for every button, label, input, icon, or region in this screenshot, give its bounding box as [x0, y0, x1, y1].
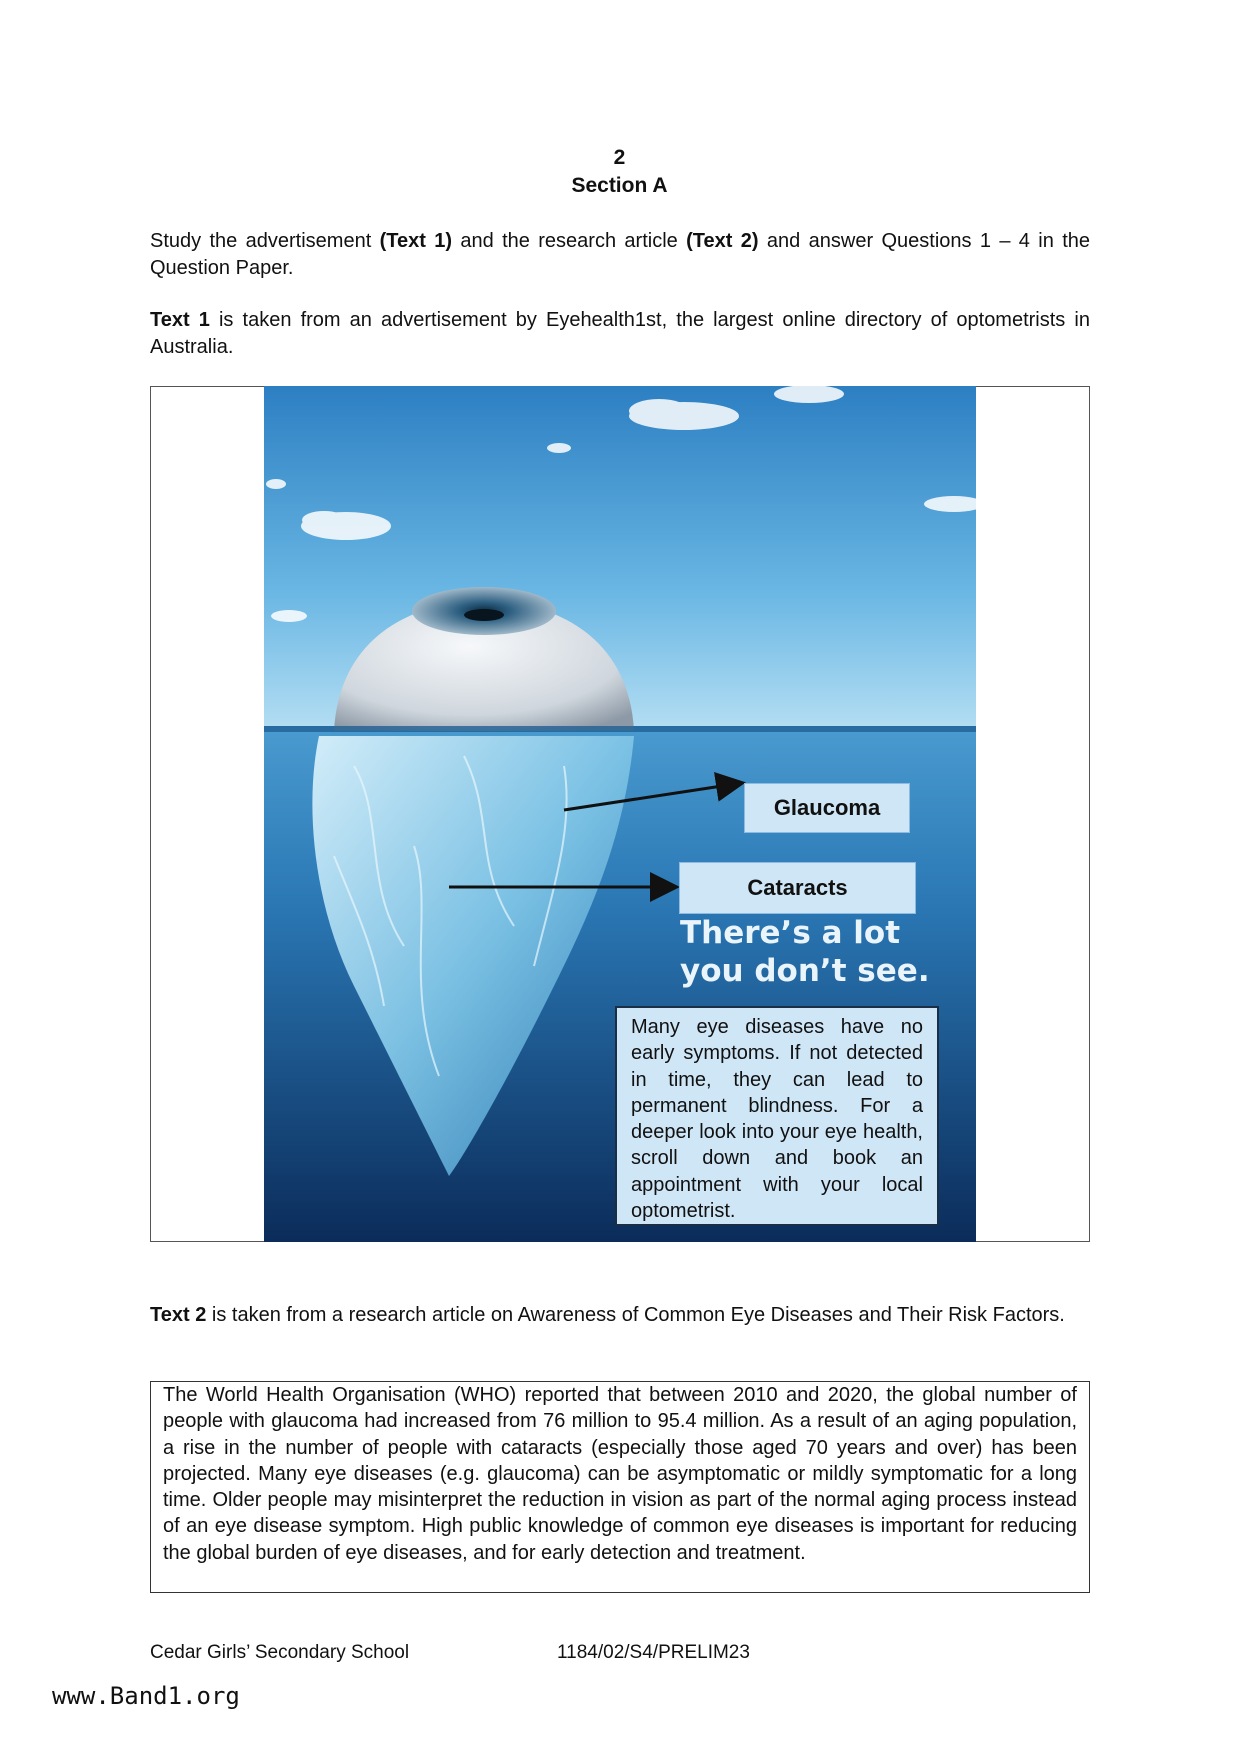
footer-school-name: Cedar Girls’ Secondary School	[150, 1642, 410, 1663]
slogan-line-1: There’s a lot	[680, 915, 901, 951]
cataracts-label: Cataracts	[679, 862, 916, 914]
slogan-line-2: you don’t see.	[680, 953, 930, 989]
page-number: 2	[613, 146, 626, 169]
glaucoma-label: Glaucoma	[744, 783, 910, 833]
instructions-paragraph: Study the advertisement (Text 1) and the research article (Text 2) and answer Questions 1 – 4 in the Question Paper.	[150, 230, 1091, 279]
waterline	[264, 726, 976, 732]
text2-introduction: Text 2 is taken from a research article on Awareness of Common Eye Diseases and Their Risk Factors.	[150, 1304, 1065, 1326]
advertisement	[264, 386, 976, 1242]
footer-paper-code: 1184/02/S4/PRELIM23	[557, 1642, 750, 1663]
ad-info-box: Many eye diseases have no early symptoms. If not detected in time, they can lead to permanent blindness. For a deeper look into your eye health, scroll down and book an appointment with your local optometrist.	[615, 1006, 939, 1226]
ad-slogan	[680, 914, 970, 990]
watermark-url[interactable]: www.Band1.org	[52, 1682, 240, 1710]
article-excerpt-box: The World Health Organisation (WHO) reported that between 2010 and 2020, the global number of people with glaucoma had increased from 76 million to 95.4 million. As a result of an aging population, a rise in the number of people with cataracts (especially those aged 70 years and over) has been projected. Many eye diseases (e.g. glaucoma) can be asymptomatic or mildly symptomatic for a long time. Older people may misinterpret the reduction in vision as part of the normal aging process instead of an eye disease symptom. High public knowledge of common eye diseases is important for reducing the global burden of eye diseases, and for early detection and treatment.	[150, 1381, 1090, 1593]
section-heading: Section A	[571, 174, 668, 197]
text1-introduction: Text 1 is taken from an advertisement by Eyehealth1st, the largest online directory of optometrists in Australia.	[150, 309, 1090, 358]
pupil	[464, 609, 504, 621]
